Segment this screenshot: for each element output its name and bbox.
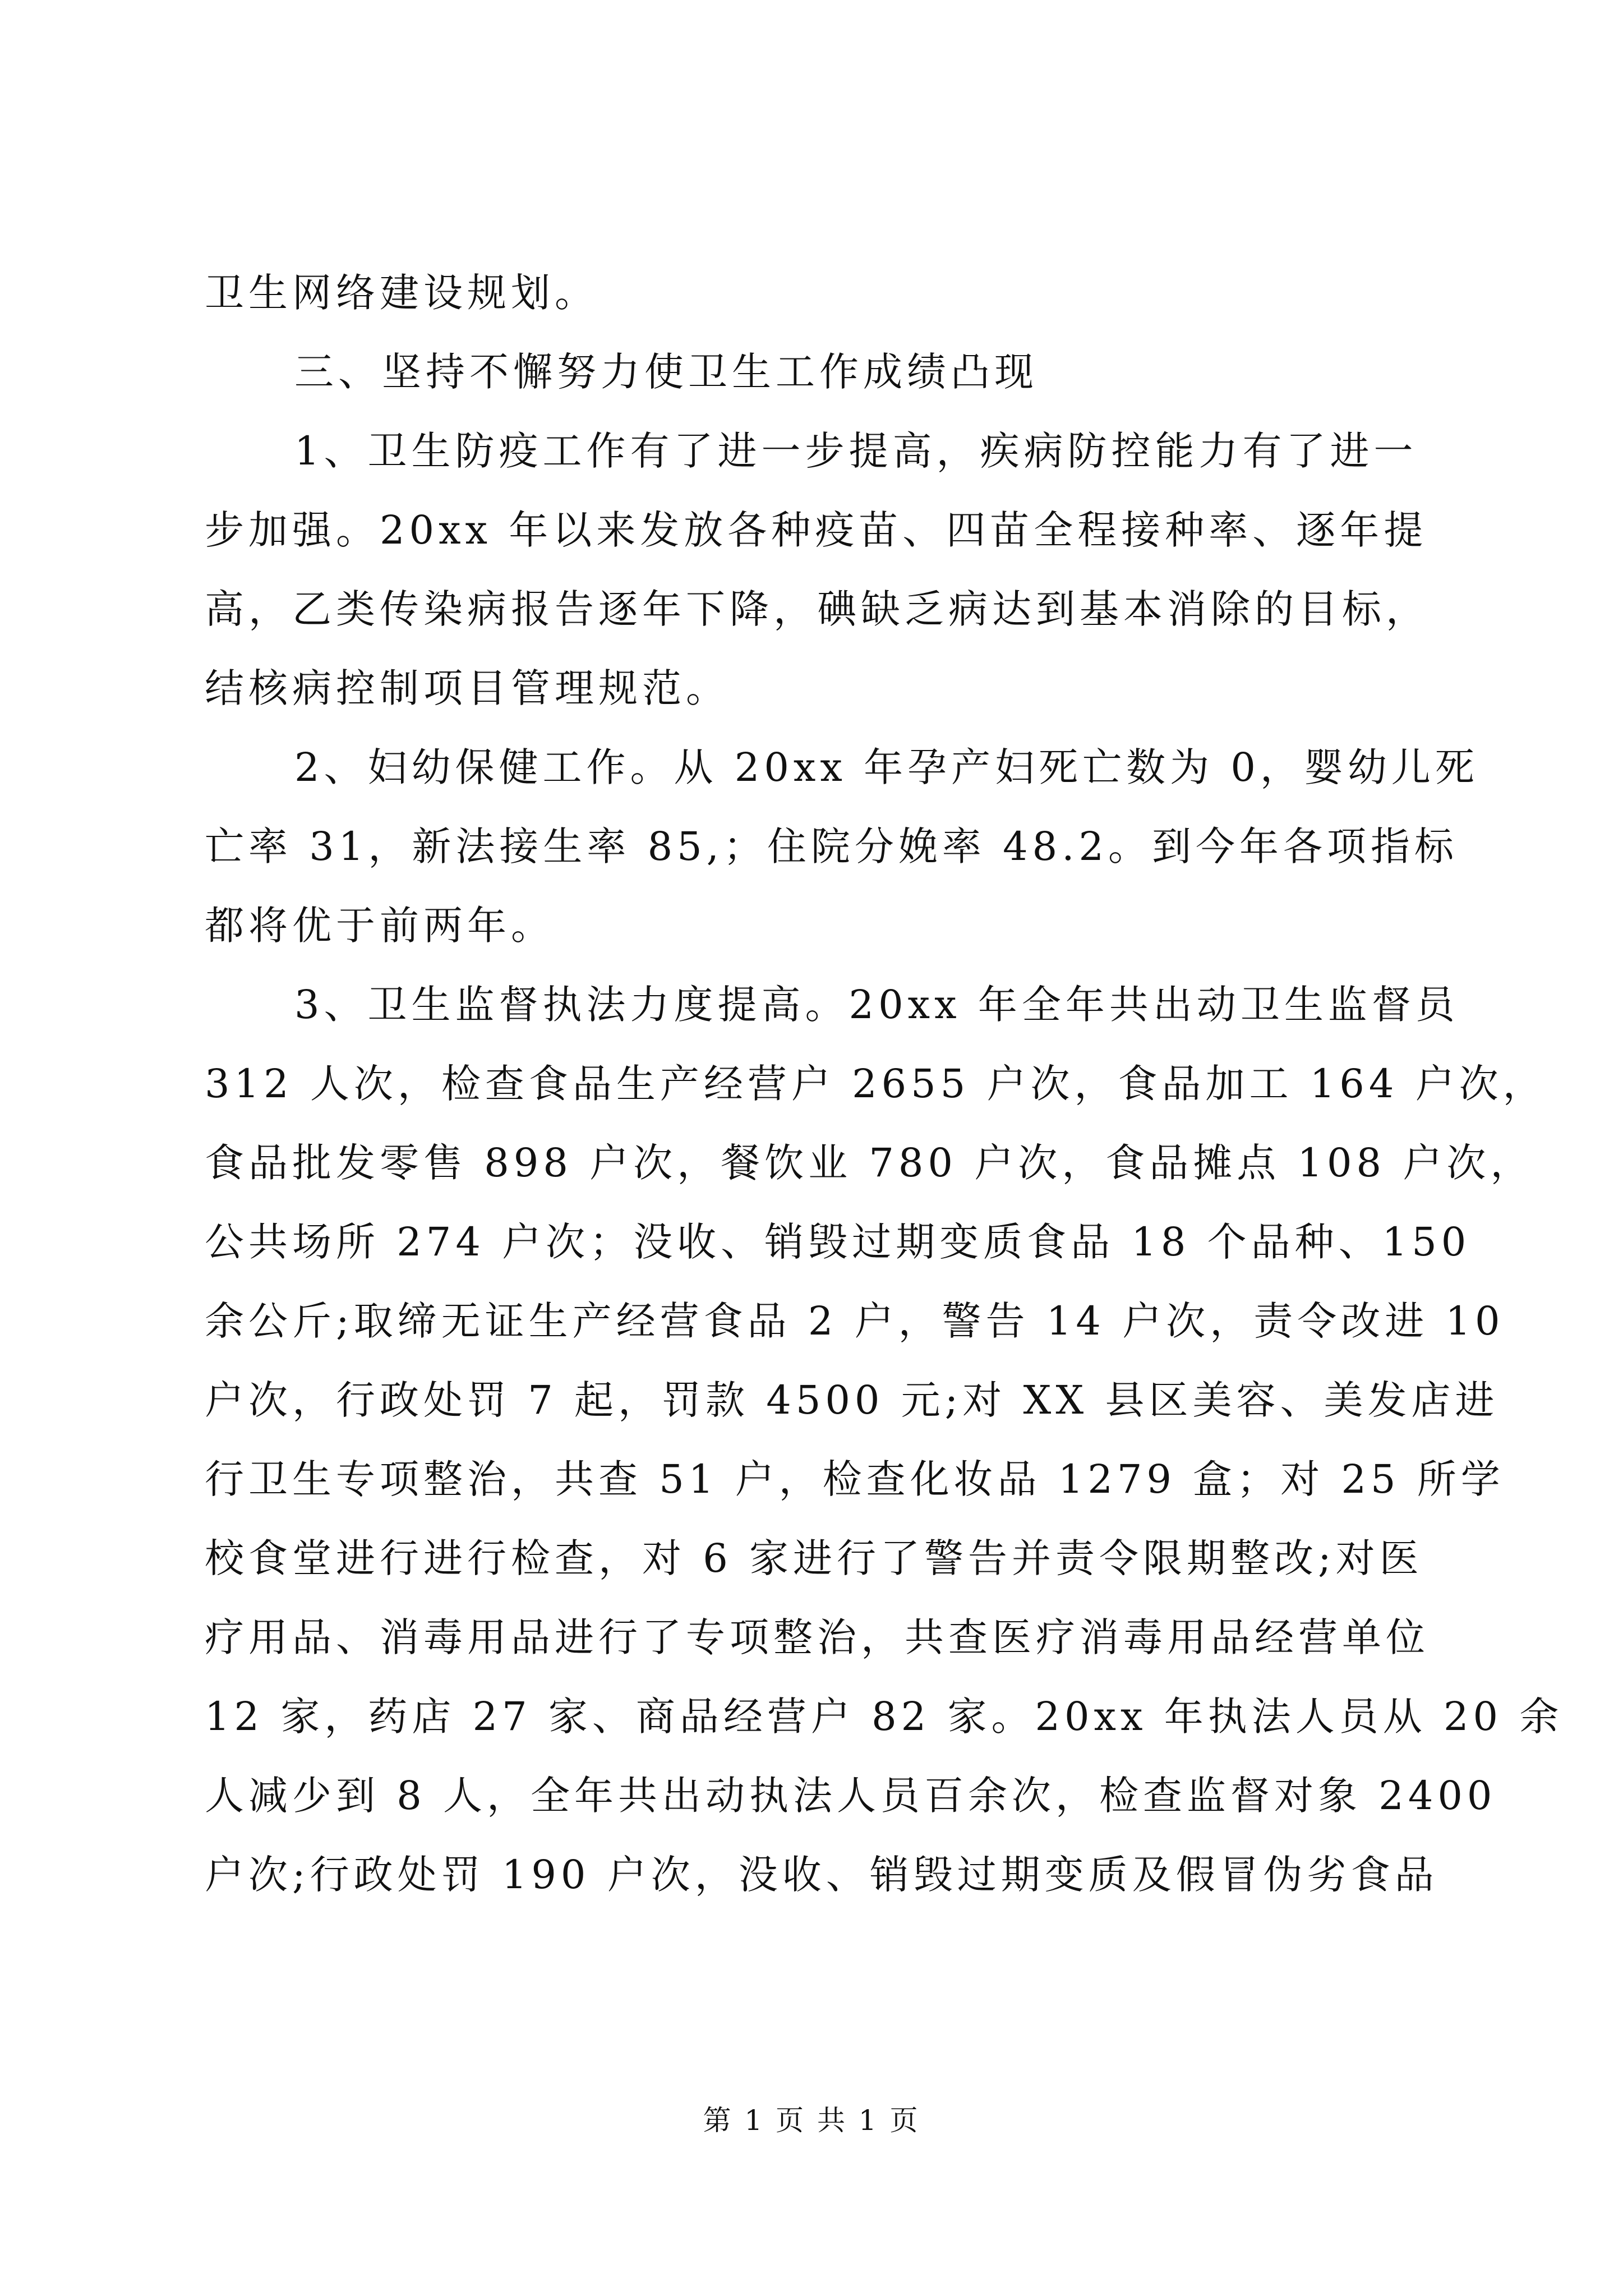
page-footer: 第 1 页 共 1 页 [703,2104,920,2137]
text-line: 食品批发零售 898 户次，餐饮业 780 户次，食品摊点 108 户次， [205,1140,1534,1186]
text-line: 312 人次，检查食品生产经营户 2655 户次，食品加工 164 户次， [205,1061,1547,1107]
text-line: 户次，行政处罚 7 起，罚款 4500 元;对 XX 县区美容、美发店进 [205,1377,1499,1423]
text-line: 卫生网络建设规划。 [205,270,598,316]
text-line: 亡率 31，新法接生率 85,；住院分娩率 48.2。到今年各项指标 [205,823,1459,869]
text-line: 校食堂进行进行检查，对 6 家进行了警告并责令限期整改;对医 [205,1535,1423,1581]
text-line: 户次;行政处罚 190 户次，没收、销毁过期变质及假冒伪劣食品 [205,1852,1438,1898]
text-line: 高，乙类传染病报告逐年下降，碘缺乏病达到基本消除的目标， [205,586,1430,632]
document-body [205,254,1564,1915]
text-line: 步加强。20xx 年以来发放各种疫苗、四苗全程接种率、逐年提 [205,507,1428,553]
text-line: 12 家，药店 27 家、商品经营户 82 家。20xx 年执法人员从 20 余 [205,1694,1564,1740]
text-line: 1、卫生防疫工作有了进一步提高，疾病防控能力有了进一 [294,428,1418,474]
text-line: 结核病控制项目管理规范。 [205,665,730,711]
text-line: 公共场所 274 户次；没收、销毁过期变质食品 18 个品种、150 [205,1219,1471,1265]
text-line: 人减少到 8 人，全年共出动执法人员百余次，检查监督对象 2400 [205,1773,1497,1819]
text-line: 2、妇幼保健工作。从 20xx 年孕产妇死亡数为 0，婴幼儿死 [294,744,1479,790]
section-heading: 三、坚持不懈努力使卫生工作成绩凸现 [294,349,1038,395]
text-line: 都将优于前两年。 [205,903,555,949]
text-line: 疗用品、消毒用品进行了专项整治，共查医疗消毒用品经营单位 [205,1614,1430,1660]
text-line: 3、卫生监督执法力度提高。20xx 年全年共出动卫生监督员 [294,982,1459,1028]
text-line: 行卫生专项整治，共查 51 户，检查化妆品 1279 盒；对 25 所学 [205,1456,1505,1502]
text-line: 余公斤;取缔无证生产经营食品 2 户，警告 14 户次，责令改进 10 [205,1298,1505,1344]
